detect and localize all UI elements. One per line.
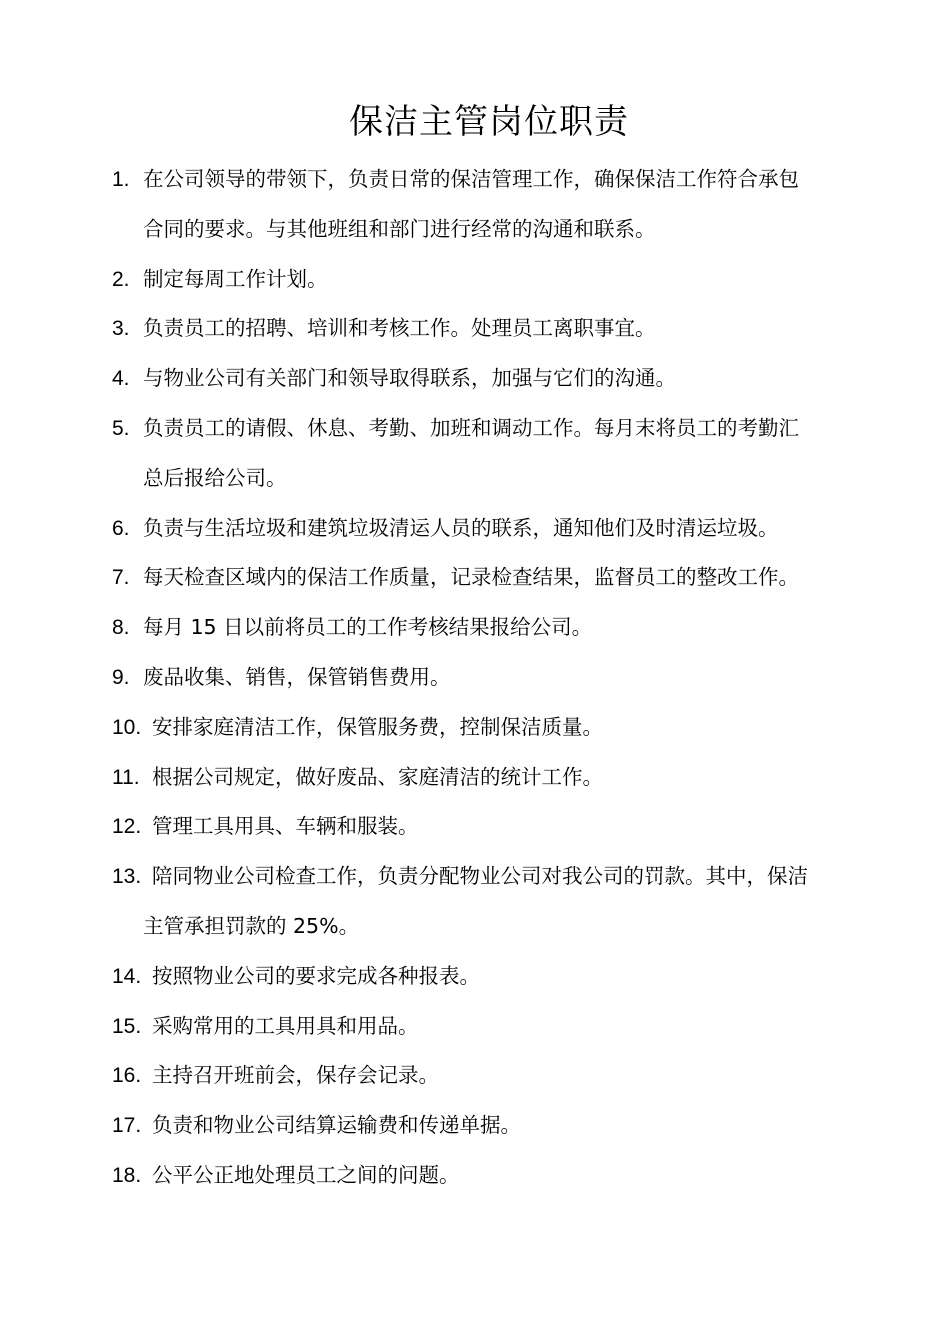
duty-item-number: 15. <box>112 1014 142 1038</box>
duty-item-number: 7. <box>112 566 130 590</box>
duty-item-18 <box>112 1151 872 1201</box>
duty-item-number: 12. <box>112 815 142 839</box>
duty-item-number: 5. <box>112 416 130 440</box>
duty-item-number: 9. <box>112 665 130 689</box>
duty-item-number: 11. <box>112 765 140 789</box>
duty-item-line: 负责员工的招聘、培训和考核工作。处理员工离职事宜。 <box>143 316 656 341</box>
duty-item-text <box>152 952 872 1002</box>
duty-item-line: 每天检查区域内的保洁工作质量，记录检查结果，监督员工的整改工作。 <box>143 565 799 590</box>
duty-item-4 <box>112 354 872 404</box>
duty-item-text <box>143 603 872 653</box>
duty-item-14 <box>112 952 872 1002</box>
duty-item-number: 1. <box>112 168 130 191</box>
duty-item-number: 10. <box>112 715 142 739</box>
duty-item-number: 18. <box>112 1163 142 1187</box>
duty-item-text <box>152 1151 872 1201</box>
duty-item-line: 按照物业公司的要求完成各种报表。 <box>152 963 480 988</box>
duty-item-9 <box>112 653 872 703</box>
duty-item-line: 废品收集、销售，保管销售费用。 <box>143 664 451 689</box>
duty-item-number: 3. <box>112 317 130 341</box>
duty-item-7 <box>112 553 872 603</box>
duty-item-continuation-line: 合同的要求。与其他班组和部门进行经常的沟通和联系。 <box>143 216 656 241</box>
duty-item-number: 8. <box>112 616 130 640</box>
duty-item-13 <box>112 852 872 952</box>
duty-item-line: 公平公正地处理员工之间的问题。 <box>152 1162 460 1187</box>
duty-item-line: 在公司领导的带领下，负责日常的保洁管理工作，确保保洁工作符合承包 <box>143 167 799 191</box>
duty-item-text <box>143 553 872 603</box>
duty-item-16 <box>112 1051 872 1101</box>
duty-item-number: 16. <box>112 1064 142 1088</box>
duty-item-text <box>143 653 872 703</box>
duty-item-text <box>143 404 872 504</box>
duty-item-number: 14. <box>112 964 142 988</box>
document-title: 保洁主管岗位职责 <box>349 102 629 142</box>
duty-item-line: 负责和物业公司结算运输费和传递单据。 <box>152 1113 521 1138</box>
duty-item-text <box>143 852 872 952</box>
duty-item-line: 与物业公司有关部门和领导取得联系，加强与它们的沟通。 <box>143 366 676 391</box>
duty-item-text <box>152 1101 872 1151</box>
duty-item-3 <box>112 304 872 354</box>
duty-item-text <box>152 703 872 753</box>
duty-item-15 <box>112 1002 872 1052</box>
duty-list <box>112 155 872 1201</box>
duty-item-8 <box>112 603 872 653</box>
duty-item-5 <box>112 404 872 504</box>
duty-item-text <box>143 255 872 305</box>
duty-item-continuation-line: 总后报给公司。 <box>143 465 287 490</box>
duty-item-number: 13. <box>112 865 142 889</box>
duty-item-line: 陪同物业公司检查工作，负责分配物业公司对我公司的罚款。其中，保洁 <box>152 864 808 889</box>
duty-item-line: 负责与生活垃圾和建筑垃圾清运人员的联系，通知他们及时清运垃圾。 <box>143 515 779 540</box>
duty-item-text <box>143 354 872 404</box>
duty-item-continuation-line: 主管承担罚款的 25%。 <box>143 913 360 938</box>
duty-item-17 <box>112 1101 872 1151</box>
duty-item-line: 根据公司规定，做好废品、家庭清洁的统计工作。 <box>152 764 603 789</box>
duty-item-text <box>143 155 872 255</box>
duty-item-text <box>143 304 872 354</box>
duty-item-text <box>152 1002 872 1052</box>
duty-item-number: 4. <box>112 367 130 391</box>
duty-item-text <box>152 753 872 803</box>
duty-item-line: 每月 15 日以前将员工的工作考核结果报给公司。 <box>143 615 593 640</box>
duty-item-text <box>152 802 872 852</box>
duty-item-line: 采购常用的工具用具和用品。 <box>152 1013 419 1038</box>
duty-item-2 <box>112 255 872 305</box>
duty-item-10 <box>112 703 872 753</box>
duty-item-line: 制定每周工作计划。 <box>143 266 328 291</box>
duty-item-line: 安排家庭清洁工作，保管服务费，控制保洁质量。 <box>152 714 603 739</box>
duty-item-6 <box>112 504 872 554</box>
duty-item-text <box>143 504 872 554</box>
duty-item-number: 2. <box>112 267 130 291</box>
duty-item-number: 6. <box>112 516 130 540</box>
duty-item-11 <box>112 753 872 803</box>
duty-item-12 <box>112 802 872 852</box>
duty-item-number: 17. <box>112 1114 142 1138</box>
duty-item-1 <box>112 155 872 255</box>
duty-item-line: 管理工具用具、车辆和服装。 <box>152 814 419 839</box>
duty-item-line: 负责员工的请假、休息、考勤、加班和调动工作。每月末将员工的考勤汇 <box>143 415 799 440</box>
duty-item-text <box>152 1051 872 1101</box>
duty-item-line: 主持召开班前会，保存会记录。 <box>152 1063 439 1088</box>
